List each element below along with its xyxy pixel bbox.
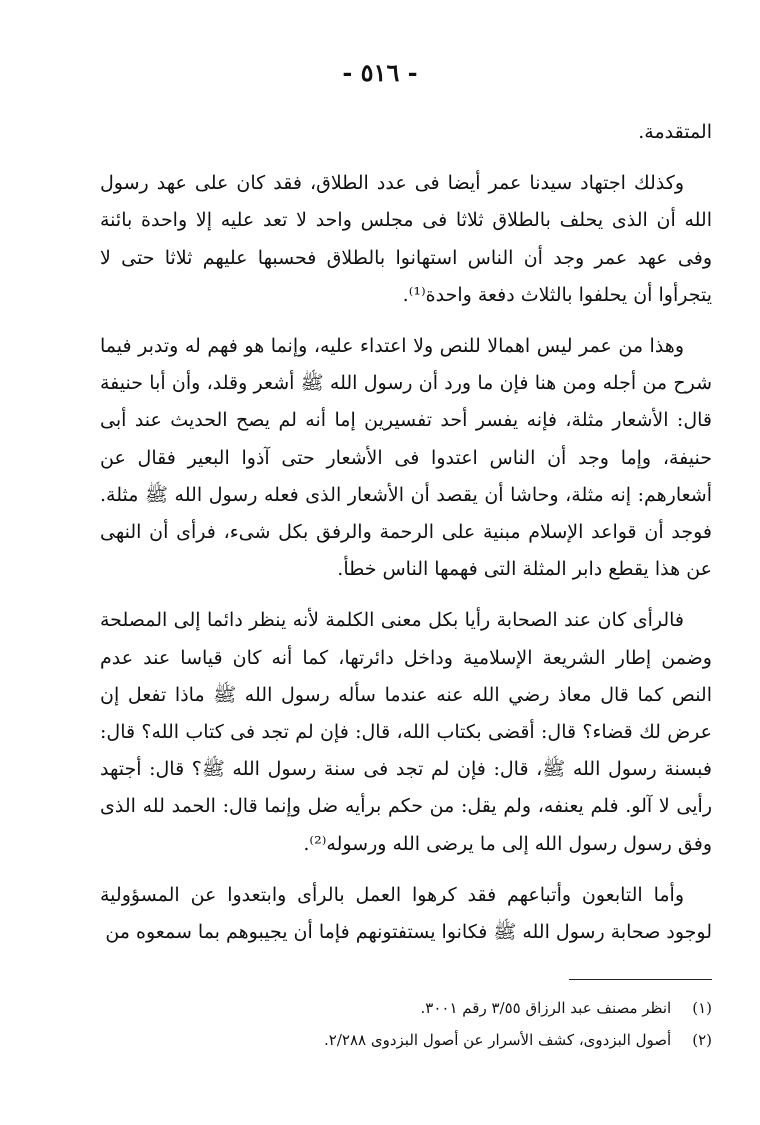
paragraph-ish-ar: وهذا من عمر ليس اهمالا للنص ولا اعتداء عليه، وإنما هو فهم له وتدبر فيما شرح من أجله ومن هنا فإن ما ورد أن رسول الله ﷺ أشعر وقلد، وأن أبا حنيفة قال: الأشعار مثلة، فإنه يفسر أحد تفسيرين إما أنه لم يصح الحديث عند أبى حنيفة، وإما وجد أن الناس اعتدوا فى الأشعار حتى آذوا البعير فقال عن أشعارهم: إنه مثلة، وحاشا أن يقصد أن الأشعار الذى فعله رسول الله ﷺ مثلة. فوجد أن قواعد الإسلام مبنية على الرحمة والرفق بكل شىء، فرأى أن النهى عن هذا يقطع دابر المثلة التى فهمها الناس خطأ. bbox=[100, 335, 712, 581]
paragraph-continuation: المتقدمة. bbox=[638, 121, 712, 143]
paragraph-talaq: وكذلك اجتهاد سيدنا عمر أيضا فى عدد الطلاق، فقد كان على عهد رسول الله أن الذى يحلف بالطلاق ثلاثا فى مجلس واحد لا تعد عليه إلا واحدة بائنة وفى عهد عمر وجد أن الناس استهانوا بالطلاق فحسبها عليهم ثلاثا حتى لا يتجرأوا أن يحلفوا بالثلاث دفعة واحدة⁽¹⁾. bbox=[100, 172, 712, 306]
body-text bbox=[100, 114, 712, 951]
paragraph-tabiun: وأما التابعون وأتباعهم فقد كرهوا العمل بالرأى وابتعدوا عن المسؤولية لوجود صحابة رسول الله ﷺ فكانوا يستفتونهم فإما أن يجيبوهم بما سمعوه من bbox=[100, 883, 712, 944]
page-number: - ٥١٦ - bbox=[342, 58, 418, 87]
paragraph-ray-sahaba: فالرأى كان عند الصحابة رأيا بكل معنى الكلمة لأنه ينظر دائما إلى المصلحة وضمن إطار الشريعة الإسلامية وداخل دائرتها، كما أنه كان قياسا عند عدم النص كما قال معاذ رضي الله عنه عندما سأله رسول الله ﷺ ماذا تفعل إن عرض لك قضاء؟ قال: أقضى بكتاب الله، قال: فإن لم تجد فى كتاب الله؟ قال: فبسنة رسول الله ﷺ، قال: فإن لم تجد فى سنة رسول الله ﷺ؟ قال: أجتهد رأيى لا آلو. فلم يعنفه، ولم يقل: من حكم برأيه ضل وإنما قال: الحمد لله الذى وفق رسول رسول الله إلى ما يرضى الله ورسوله⁽²⁾. bbox=[100, 609, 712, 855]
footnote-number: (٢) bbox=[692, 1031, 712, 1049]
footnote-number: (١) bbox=[692, 999, 712, 1017]
footnote-divider bbox=[569, 979, 712, 980]
footnote-text: انظر مصنف عبد الرزاق ٣/٥٥ رقم ٣٠٠١. bbox=[420, 999, 672, 1017]
footnote-item bbox=[100, 992, 712, 1024]
footnote-text: أصول البزدوى، كشف الأسرار عن أصول البزدوى ٢/٢٨٨. bbox=[324, 1031, 672, 1049]
footnote-item bbox=[100, 1024, 712, 1056]
footnotes bbox=[100, 992, 712, 1056]
